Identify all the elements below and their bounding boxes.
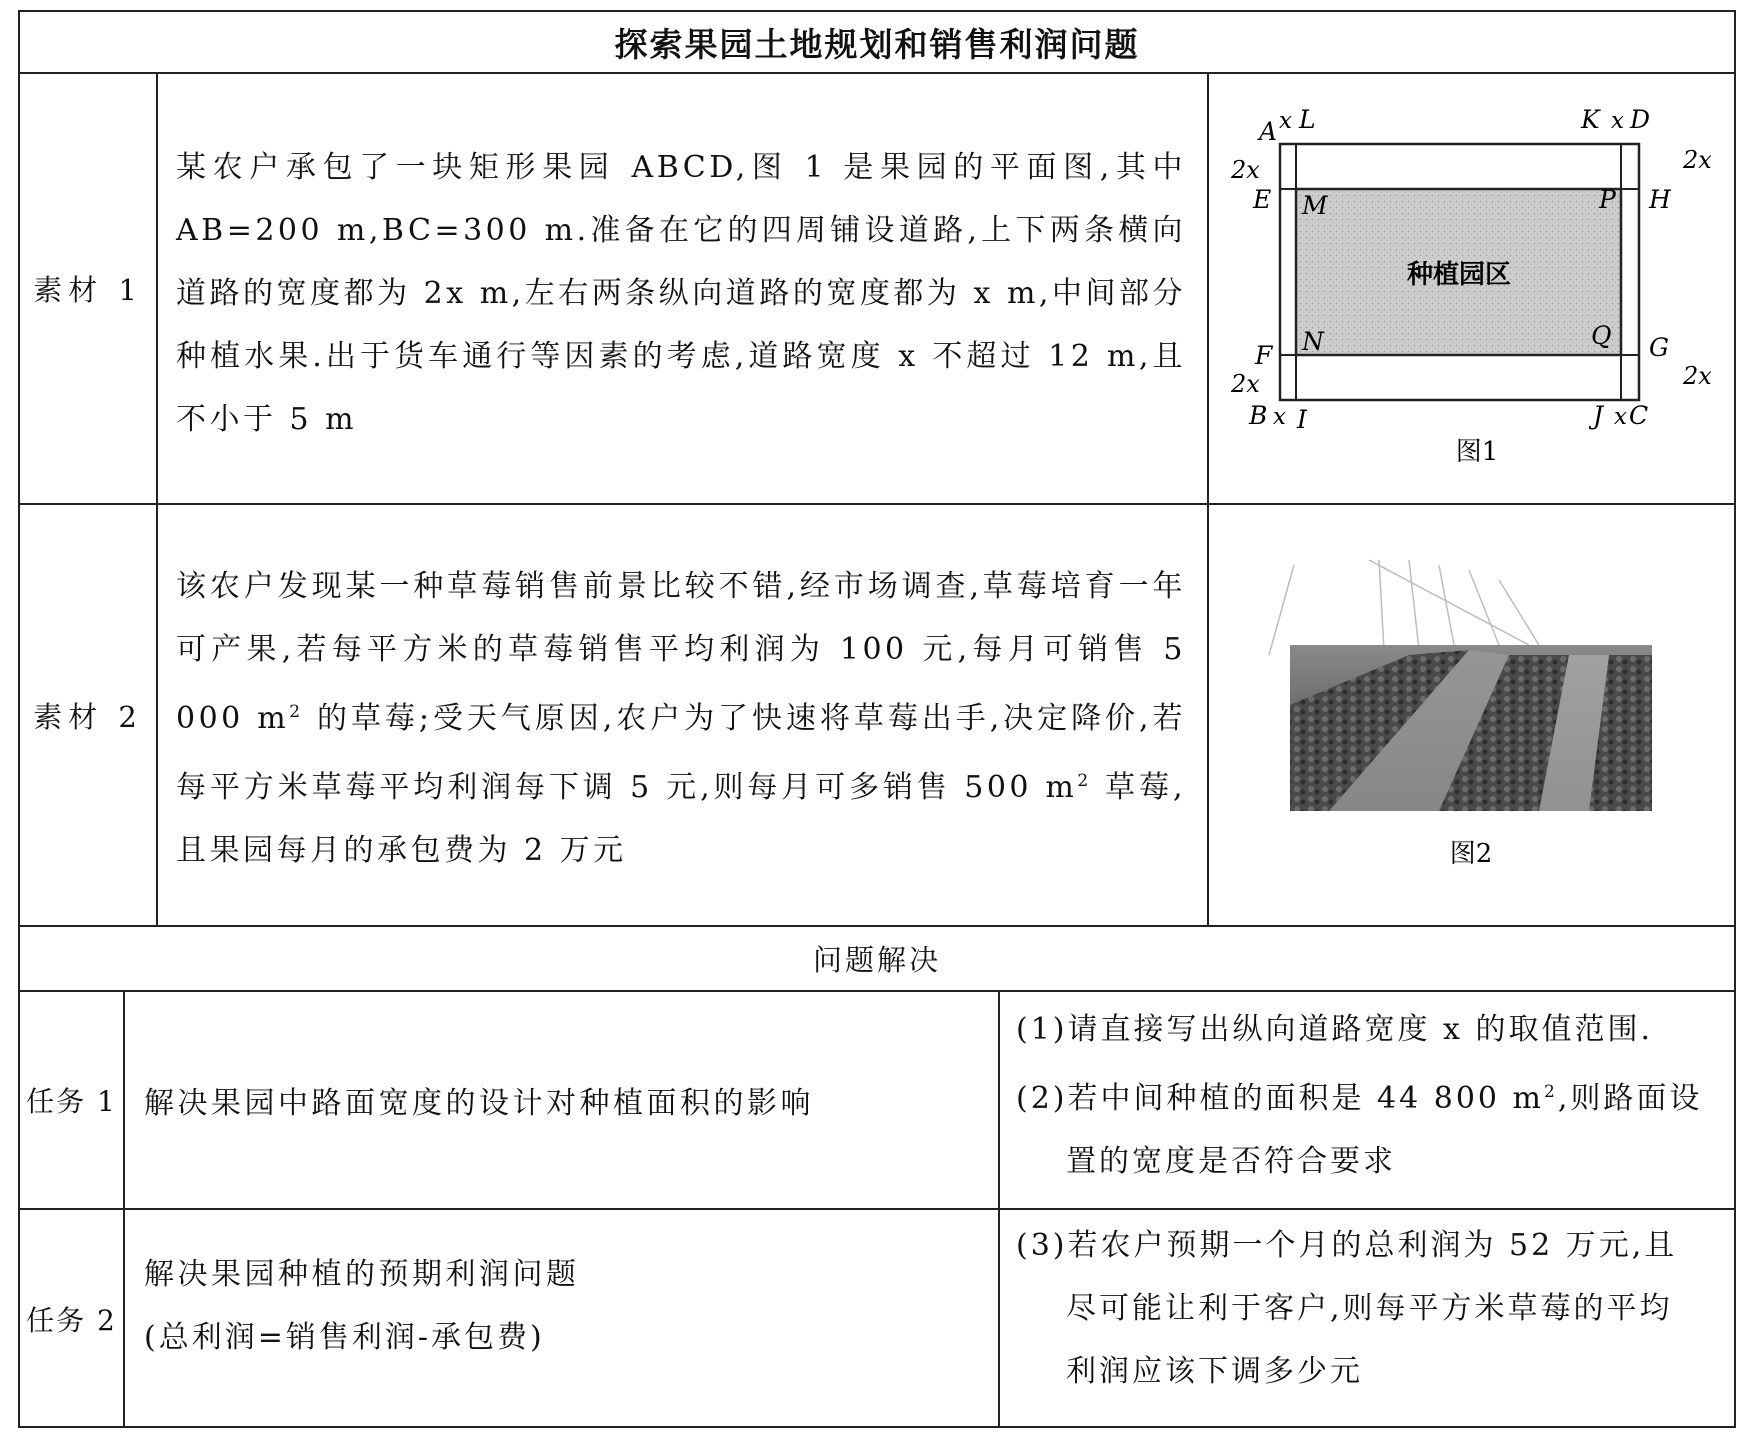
point-c: C [1629,401,1649,430]
material-2-label: 素材 2 [33,699,143,734]
width-2x-top-left: 2x [1231,156,1260,184]
superscript: 2 [1077,771,1092,791]
width-x-top-right: x [1611,108,1624,134]
point-f: F [1255,341,1273,370]
point-q: Q [1591,321,1612,350]
task-2-label: 任务 2 [26,1304,117,1337]
material-1-text: 某农户承包了一块矩形果园 ABCD,图 1 是果园的平面图,其中 AB=200 m,BC=300 m.准备在它的四周铺设道路,上下两条横向道路的宽度都为 2x m,左右两条纵向道路的宽度都为 x m,中间部分种植水果.出于货车通行等因素的考虑,道路宽度 x 不超过 12 m,且不小于 5 m [176,150,1186,437]
figure-1 [1209,74,1734,503]
divider [998,990,1000,1428]
point-p: P [1599,185,1616,214]
task-1-questions [1016,998,1726,1208]
point-h: H [1649,185,1671,214]
width-x-bottom-right: x [1614,404,1627,430]
material-2-text-part: 草莓,且果园每月的承包费为 2 万元 [176,770,1186,868]
point-i: I [1297,405,1307,434]
orchard-plan-diagram [1209,74,1734,503]
task-1-description: 解决果园中路面宽度的设计对种植面积的影响 [144,1086,814,1121]
task-2-description [144,1243,984,1393]
point-a: A [1259,117,1278,146]
question-3: (3)若农户预期一个月的总利润为 52 万元,且 [1016,1228,1678,1263]
width-x-bottom-left: x [1273,404,1286,430]
point-k: K [1581,105,1600,134]
width-2x-bottom-right: 2x [1683,362,1712,390]
width-2x-bottom-left: 2x [1231,370,1260,398]
divider [123,990,125,1428]
task-2-description-line: 解决果园种植的预期利润问题 [144,1257,580,1292]
point-n: N [1302,327,1324,356]
material-2-text-part: 的草莓;受天气原因,农户为了快速将草莓出手,决定降价,若每平方米草莓平均利润每下调 5 元,则每月可多销售 500 m [176,701,1186,805]
divider [18,1208,1736,1210]
material-2-text-part: 该农户发现某一种草莓销售前景比较不错,经市场调查,草莓培育一年可产果,若每平方米的草莓销售平均利润为 100 元,每月可销售 5 000 m [176,569,1186,736]
point-g: G [1649,333,1669,362]
material-1-label: 素材 1 [33,273,143,307]
width-x-top-left: x [1279,108,1292,134]
divider [156,72,158,925]
question-3-continued: 利润应该下调多少元 [1066,1354,1363,1389]
point-d: D [1630,105,1651,134]
question-2-continued: 置的宽度是否符合要求 [1066,1144,1396,1179]
region-label: 种植园区 [1406,260,1512,290]
task-2-questions [1016,1214,1726,1426]
point-l: L [1299,105,1316,134]
question-2 [1016,1061,1726,1130]
question-1: (1)请直接写出纵向道路宽度 x 的取值范围. [1016,1012,1654,1047]
strawberry-photo [1209,505,1734,925]
superscript: 2 [1544,1082,1558,1102]
superscript: 2 [289,702,304,722]
point-b: B [1249,401,1268,430]
point-e: E [1253,185,1272,214]
material-2-text [176,555,1186,885]
point-m: M [1302,191,1328,220]
section-title: 问题解决 [812,943,941,977]
question-2-text: (2)若中间种植的面积是 44 800 m [1016,1081,1544,1116]
task-1-label: 任务 1 [26,1085,117,1118]
question-2-text: ,则路面设 [1557,1081,1703,1116]
task-2-description-note: (总利润=销售利润-承包费) [144,1320,545,1355]
figure-1-caption: 图1 [1455,437,1499,467]
page-title: 探索果园土地规划和销售利润问题 [614,24,1140,64]
figure-2 [1209,505,1734,925]
width-2x-top-right: 2x [1683,146,1712,174]
question-3-continued: 尽可能让利于客户,则每平方米草莓的平均 [1066,1291,1673,1326]
point-j: J [1593,401,1604,430]
figure-2-caption: 图2 [1449,839,1493,869]
